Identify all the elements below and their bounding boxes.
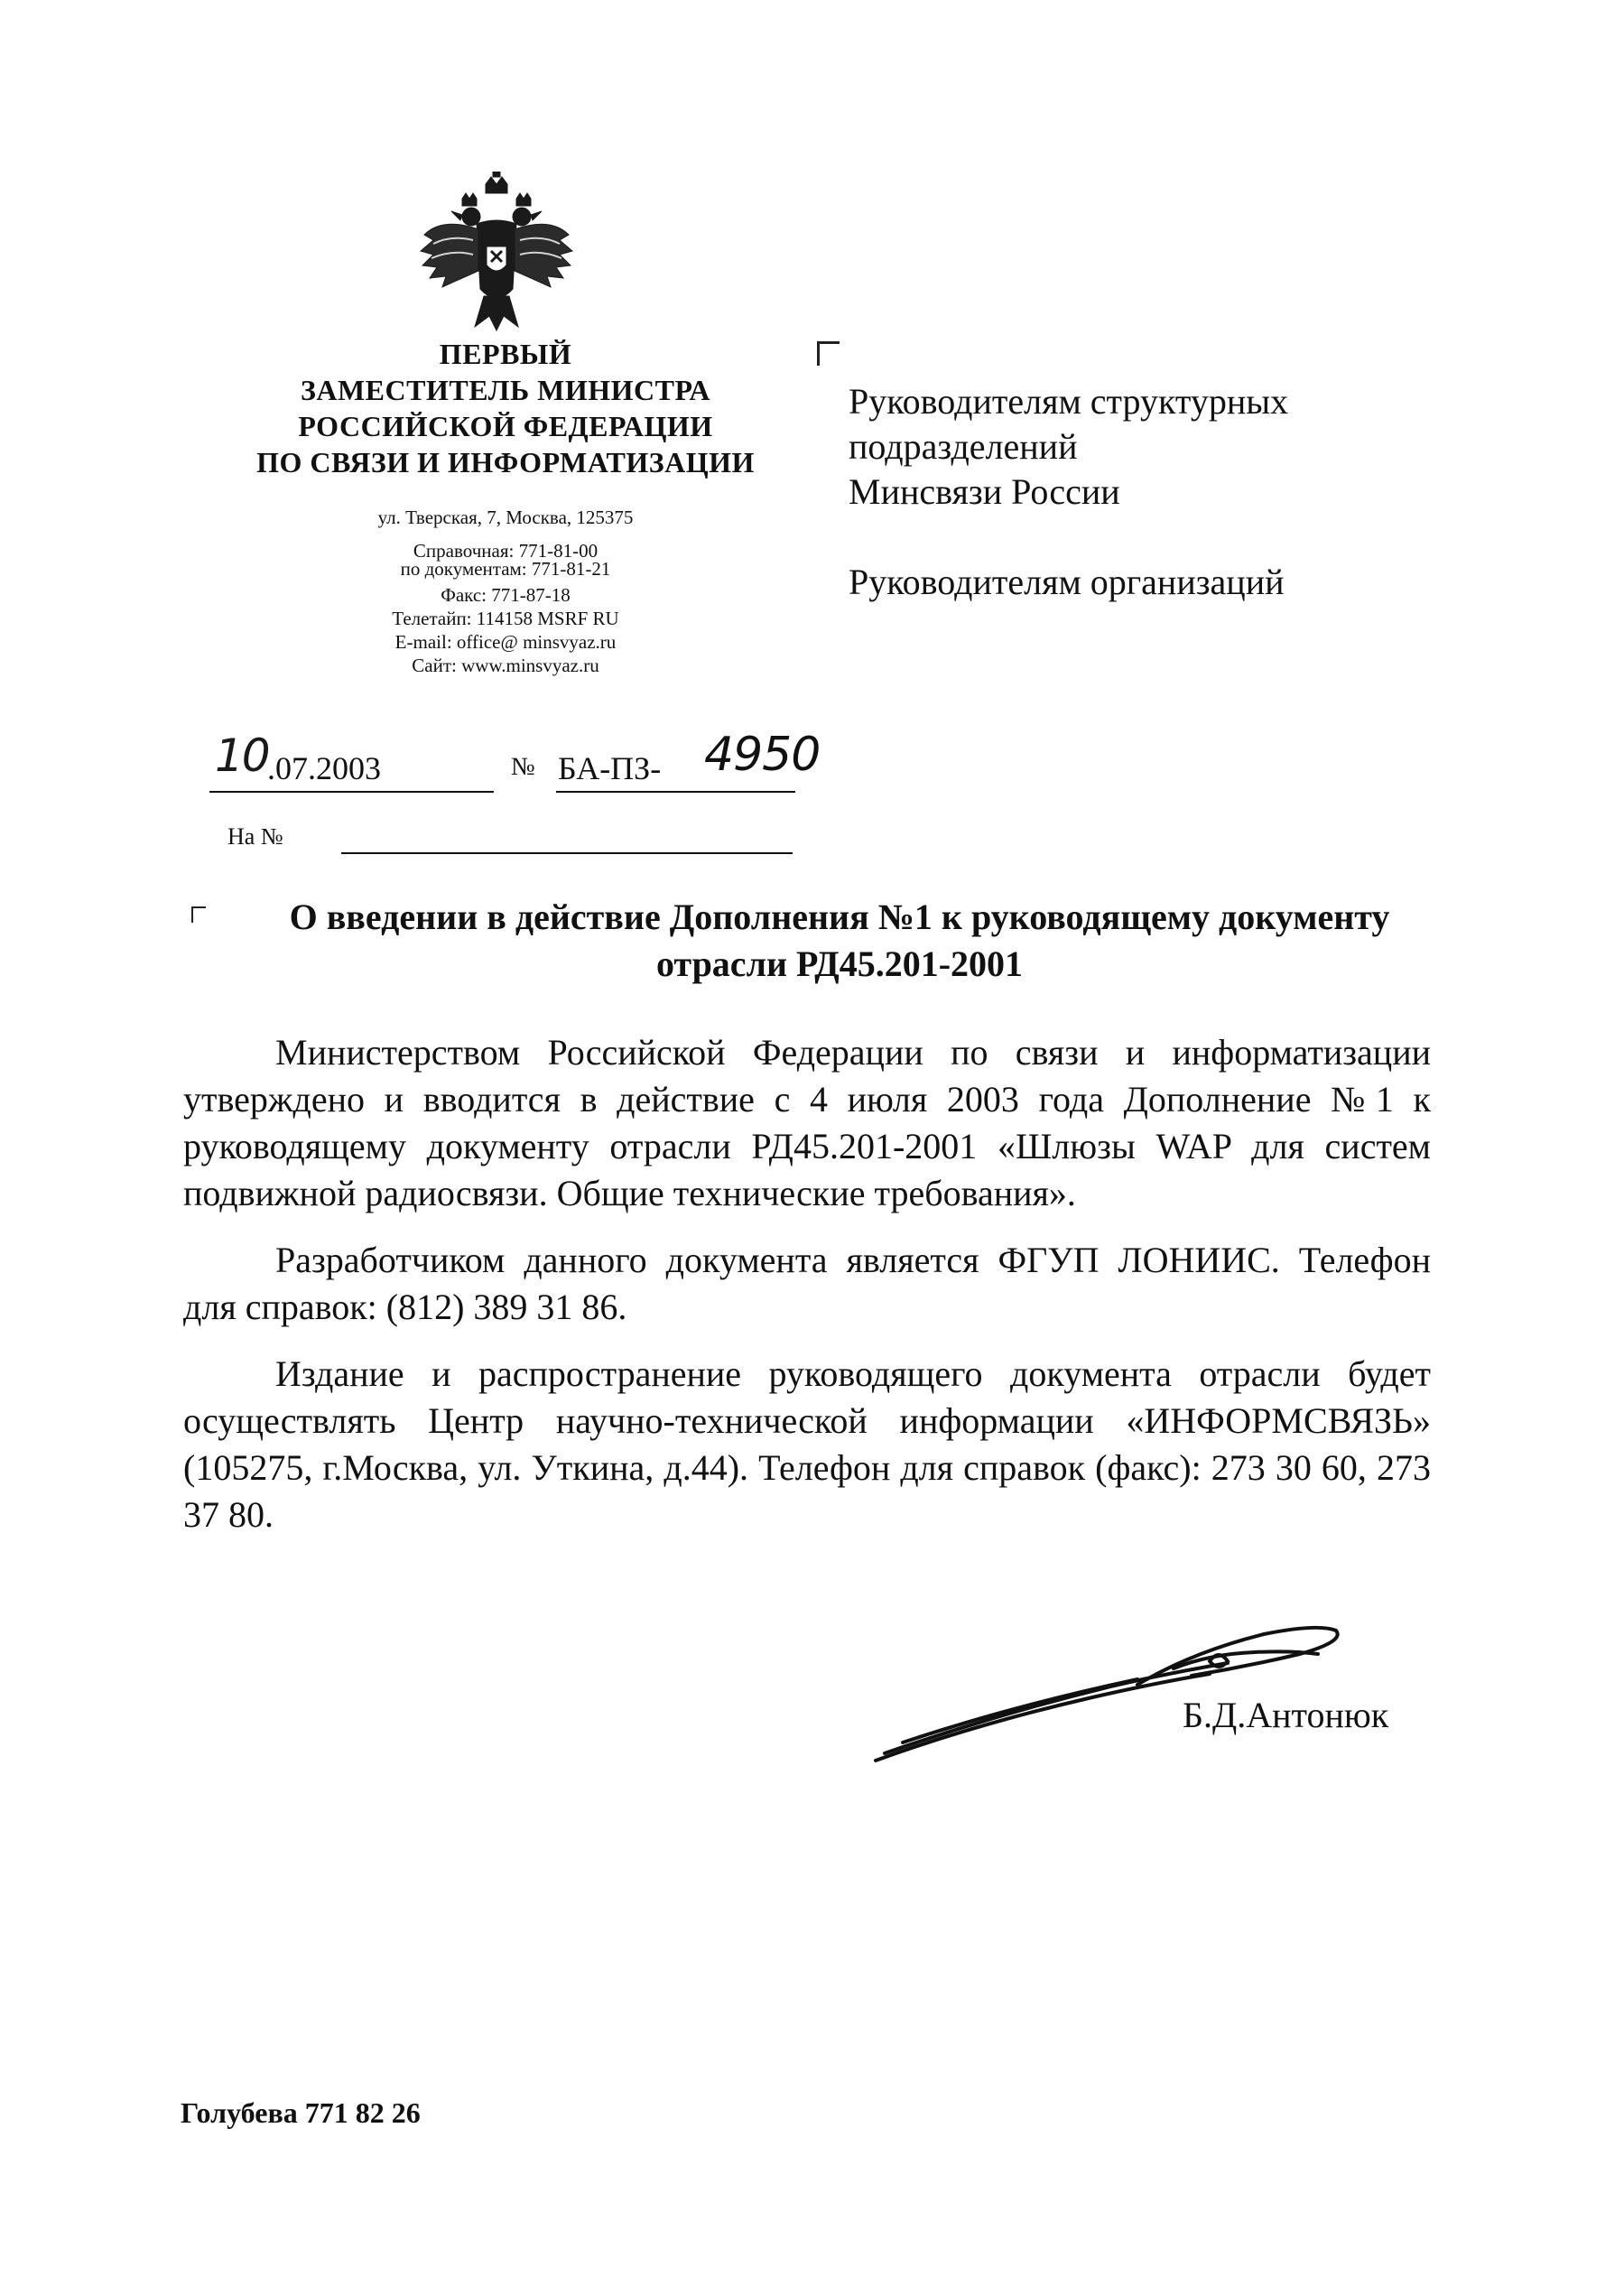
subject-line: О введении в действие Дополнения №1 к руководящему документу bbox=[289, 897, 1390, 937]
signer-name: Б.Д.Антонюк bbox=[1183, 1695, 1389, 1735]
reference-underline bbox=[341, 852, 793, 854]
reference-phone: Справочная: 771-81-00 bbox=[413, 540, 599, 562]
body-paragraph: Разработчиком данного документа является ФГУП ЛОНИИС. Телефон для справок: (812) 389 31 86. bbox=[183, 1240, 1431, 1327]
addressee-corner-mark bbox=[817, 341, 840, 366]
date-printed: .07.2003 bbox=[267, 750, 381, 786]
number-underline bbox=[556, 791, 795, 793]
subject-corner-mark bbox=[191, 906, 206, 923]
subject-heading bbox=[208, 894, 1471, 988]
sender-title bbox=[199, 336, 812, 480]
sender-line: ПО СВЯЗИ И ИНФОРМАТИЗАЦИИ bbox=[256, 446, 755, 479]
sender-line: ПЕРВЫЙ bbox=[439, 338, 572, 370]
addressee-spacer bbox=[849, 515, 1390, 560]
body-paragraph: Издание и распространение руководящего документа отрасли будет осуществлять Центр научно-технической информации «ИНФОРМСВЯЗЬ» (105275, г.Москва, ул. Уткина, д.44). Телефон для справок (факс): 273 30 60, 273 37 80. bbox=[183, 1353, 1431, 1535]
teletype: Телетайп: 114158 MSRF RU bbox=[392, 608, 619, 629]
email: E-mail: office@ minsvyaz.ru bbox=[394, 631, 617, 653]
date-handwritten: 10 bbox=[215, 729, 269, 782]
handwritten-signature-icon bbox=[867, 1598, 1354, 1779]
addressee-line: Руководителям организаций bbox=[849, 562, 1285, 602]
reference-label: На № bbox=[227, 823, 283, 850]
website: Сайт: www.minsvyaz.ru bbox=[412, 655, 599, 676]
addressee-line: Минсвязи России bbox=[849, 471, 1120, 512]
documents-phone: по документам: 771-81-21 bbox=[400, 558, 611, 580]
body-paragraph: Министерством Российской Федерации по связи и информатизации утверждено и вводится в действие с 4 июля 2003 года Дополнение №1 к руководящему документу отрасли РД45.201-2001 «Шлюзы WAP для систем подвижной радиосвязи. Общие технические требования». bbox=[183, 1032, 1431, 1213]
addressee-line: Руководителям структурных bbox=[849, 381, 1289, 422]
subject-line: отрасли РД45.201-2001 bbox=[655, 943, 1024, 984]
date-underline bbox=[209, 791, 494, 793]
addressee-line: подразделений bbox=[849, 426, 1078, 467]
addressee-block bbox=[849, 379, 1390, 605]
executor-contact: Голубева 771 82 26 bbox=[181, 2096, 421, 2129]
document-number: БА-ПЗ- bbox=[558, 750, 662, 786]
fax: Факс: 771-87-18 bbox=[441, 584, 571, 606]
sender-contacts bbox=[316, 506, 695, 677]
number-handwritten: 4950 bbox=[704, 728, 821, 782]
address: ул. Тверская, 7, Москва, 125375 bbox=[377, 506, 634, 528]
coat-of-arms-icon bbox=[406, 172, 587, 334]
letter-body bbox=[183, 1029, 1431, 1558]
sender-line: ЗАМЕСТИТЕЛЬ МИНИСТРА bbox=[300, 374, 711, 406]
sender-line: РОССИЙСКОЙ ФЕДЕРАЦИИ bbox=[298, 410, 713, 442]
number-sign: № bbox=[511, 753, 535, 781]
